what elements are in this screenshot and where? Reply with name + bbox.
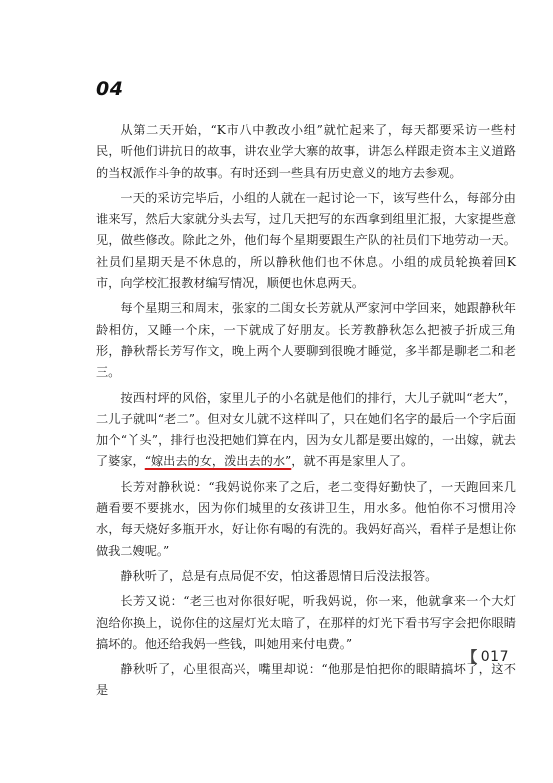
page-marker-icon: 【 — [462, 648, 478, 666]
chapter-number: 04 — [96, 78, 124, 100]
paragraph: 静秋听了，心里很高兴，嘴里却说：“他那是怕把你的眼睛搞坏了，这不是 — [96, 662, 516, 698]
paragraph: 长芳又说：“老三也对你很好呢，听我妈说，你一来，他就拿来一个大灯泡给你换上，说你住的这屋灯光太暗了，在那样的灯光下看书写字会把你眼睛搞坏的。他还给我妈一些钱，叫她用来付电费。” — [96, 594, 516, 651]
paragraph-custom — [96, 388, 516, 473]
body-text — [96, 120, 516, 706]
paragraph: 静秋听了，总是有点局促不安，怕这番恩情日后没法报答。 — [120, 568, 438, 583]
underlined-quote: “嫁出去的女，泼出去的水” — [144, 454, 292, 469]
paragraph-custom-before: 按西村坪的风俗，家里儿子的小名就是他们的排行，大儿子就叫“老大”，二儿子就叫“老二”。但对女儿就不这样叫了，只在她们名字的最后一个字后面加个“丫头”，排行也没把她们算在内，因为女儿都是要出嫁的，一出嫁，就去了婆家， — [96, 390, 516, 469]
paragraph-custom-after: ，就不再是家里人了。 — [291, 454, 414, 469]
page-footer — [462, 646, 509, 667]
page-number: 017 — [480, 648, 509, 665]
paragraph: 每个星期三和周末，张家的二闺女长芳就从严家河中学回来，她跟静秋年龄相仿，又睡一个床，一下就成了好朋友。长芳教静秋怎么把被子折成三角形，静秋帮长芳写作文，晚上两个人要聊到很晚才睡觉，多半都是聊老二和老三。 — [96, 301, 516, 380]
paragraph: 从第二天开始，“K市八中教改小组”就忙起来了，每天都要采访一些村民，听他们讲抗日的故事，讲农业学大寨的故事，讲怎么样跟走资本主义道路的当权派作斗争的故事。有时还到一些具有历史意义的地方去参观。 — [96, 123, 516, 180]
paragraph: 一天的采访完毕后，小组的人就在一起讨论一下，该写些什么，每部分由谁来写，然后大家就分头去写，过几天把写的东西拿到组里汇报，大家提些意见，做些修改。除此之外，他们每个星期要跟生产队的社员们下地劳动一天。社员们星期天是不休息的，所以静秋他们也不休息。小组的成员轮换着回K市，向学校汇报教材编写情况，顺便也休息两天。 — [96, 190, 516, 291]
paragraph: 长芳对静秋说：“我妈说你来了之后，老二变得好勤快了，一天跑回来几趟看要不要挑水，因为你们城里的女孩讲卫生，用水多。他怕你不习惯用冷水，每天烧好多瓶开水，好让你有喝的有洗的。我妈好高兴，看样子是想让你做我二嫂呢。” — [96, 479, 516, 558]
